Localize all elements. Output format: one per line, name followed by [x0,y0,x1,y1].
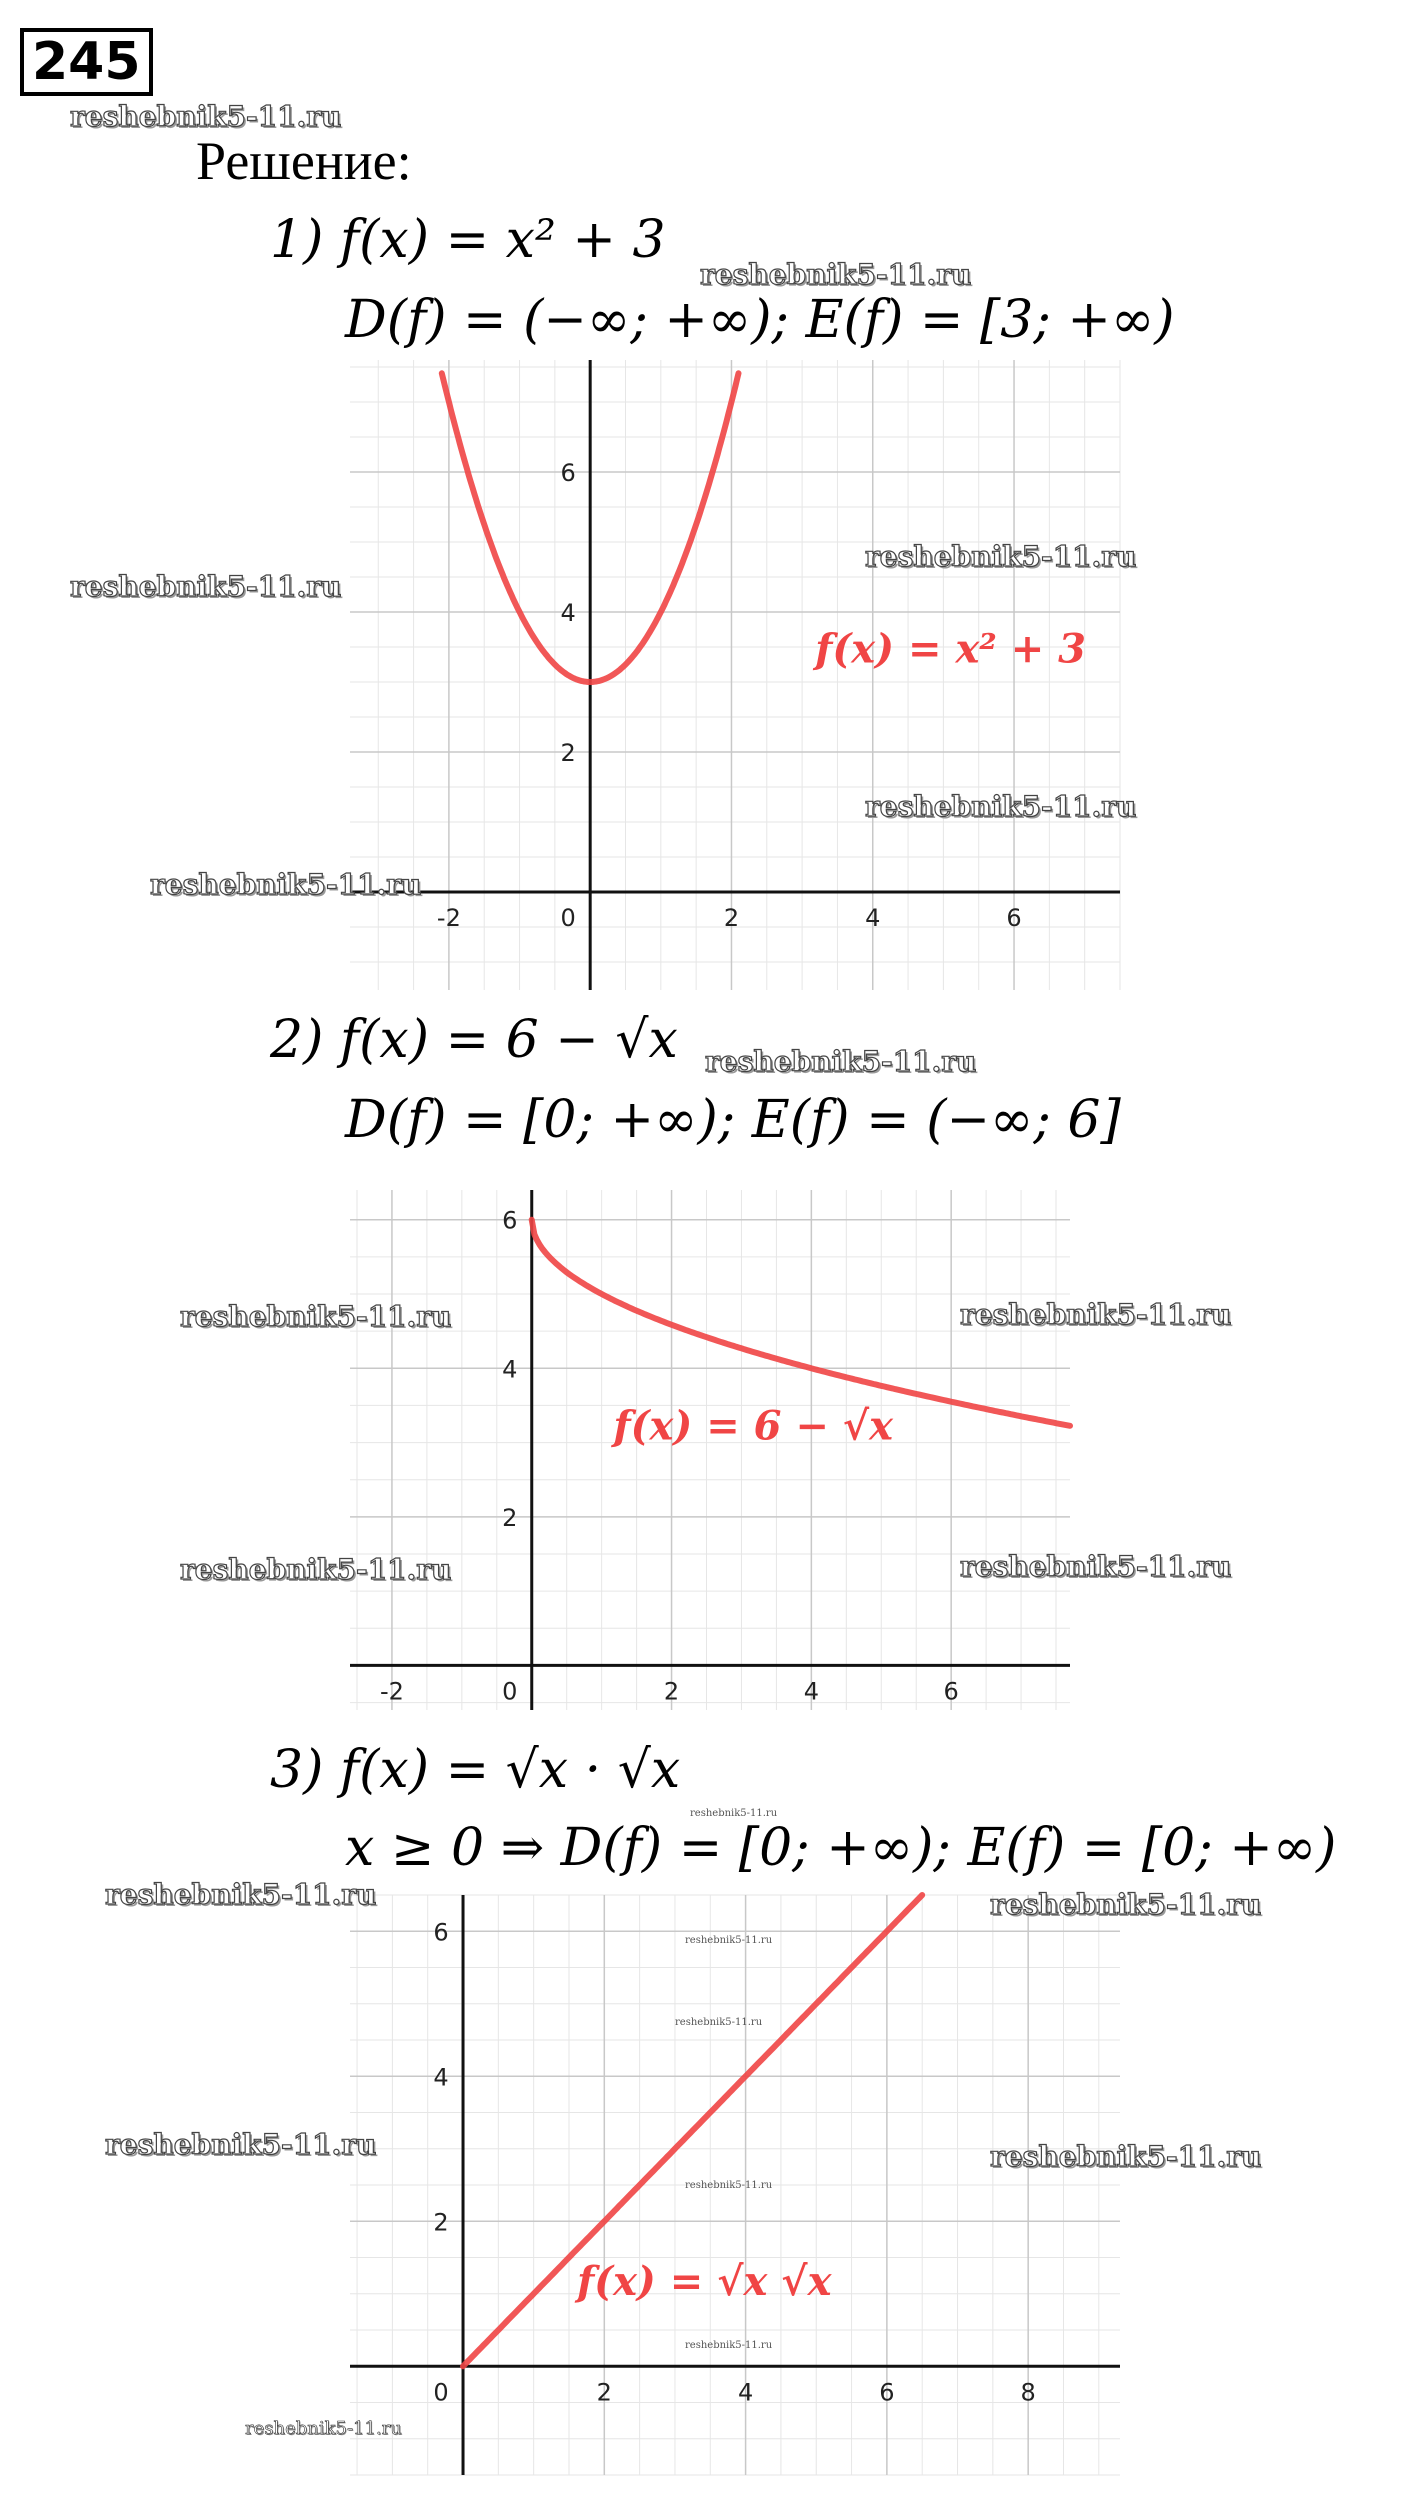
watermark: reshebnik5-11.ru [705,1045,977,1078]
watermark: reshebnik5-11.ru [865,790,1137,823]
x-tick-label: 6 [943,1677,959,1706]
x-tick-label: 2 [723,904,740,932]
x-tick-label: 8 [1020,2378,1036,2407]
watermark: reshebnik5-11.ru [245,2418,402,2439]
function-label: f(x) = x² + 3 [815,625,1087,673]
function-label: f(x) = 6 − √x [613,1402,894,1450]
x-tick-label: 2 [596,2378,612,2407]
x-tick-label: 6 [879,2378,895,2407]
watermark: reshebnik5-11.ru [685,1935,773,1946]
y-tick-label: 2 [502,1503,518,1532]
y-tick-label: 2 [433,2208,449,2237]
watermark: reshebnik5-11.ru [690,1808,778,1819]
watermark: reshebnik5-11.ru [180,1553,452,1586]
watermark: reshebnik5-11.ru [150,868,422,901]
x-tick-label: -2 [436,904,461,932]
problem-number: 245 [20,28,153,96]
x-tick-label: 6 [1006,904,1022,932]
part2-formula: 2) f(x) = 6 − √x [270,1010,678,1070]
y-tick-label: 2 [560,739,576,767]
watermark: reshebnik5-11.ru [70,570,342,603]
chart-2 [350,1190,1070,1710]
watermark: reshebnik5-11.ru [685,2180,773,2191]
watermark: reshebnik5-11.ru [700,258,972,291]
y-tick-label: 6 [502,1206,518,1235]
part3-formula: 3) f(x) = √x · √x [270,1740,681,1800]
y-tick-label: 4 [560,599,576,627]
y-tick-label: 6 [433,1918,449,1947]
solution-label: Решение: [196,131,412,191]
x-tick-label: -2 [379,1677,404,1706]
function-label: f(x) = √x √x [576,2258,832,2306]
x-tick-label: 0 [560,904,576,932]
watermark: reshebnik5-11.ru [990,2140,1262,2173]
watermark: reshebnik5-11.ru [180,1300,452,1333]
watermark: reshebnik5-11.ru [960,1298,1232,1331]
x-tick-label: 0 [502,1677,518,1706]
y-tick-label: 4 [502,1355,518,1384]
part2-domain-range: D(f) = [0; +∞); E(f) = (−∞; 6] [345,1090,1121,1150]
watermark: reshebnik5-11.ru [685,2340,773,2351]
x-tick-label: 2 [663,1677,680,1706]
y-tick-label: 4 [433,2063,449,2092]
watermark: reshebnik5-11.ru [105,2128,377,2161]
watermark: reshebnik5-11.ru [105,1878,377,1911]
watermark: reshebnik5-11.ru [675,2017,763,2028]
chart-1 [350,360,1120,990]
watermark: reshebnik5-11.ru [960,1550,1232,1583]
x-tick-label: 4 [737,2378,754,2407]
watermark: reshebnik5-11.ru [865,540,1137,573]
watermark: reshebnik5-11.ru [70,100,342,133]
part3-domain-range: x ≥ 0 ⇒ D(f) = [0; +∞); E(f) = [0; +∞) [345,1818,1337,1878]
x-tick-label: 0 [433,2378,449,2407]
part1-domain-range: D(f) = (−∞; +∞); E(f) = [3; +∞) [345,290,1175,350]
y-tick-label: 6 [560,459,576,487]
part1-formula: 1) f(x) = x² + 3 [270,210,666,270]
x-tick-label: 4 [803,1677,819,1706]
x-tick-label: 4 [865,904,881,932]
watermark: reshebnik5-11.ru [990,1888,1262,1921]
